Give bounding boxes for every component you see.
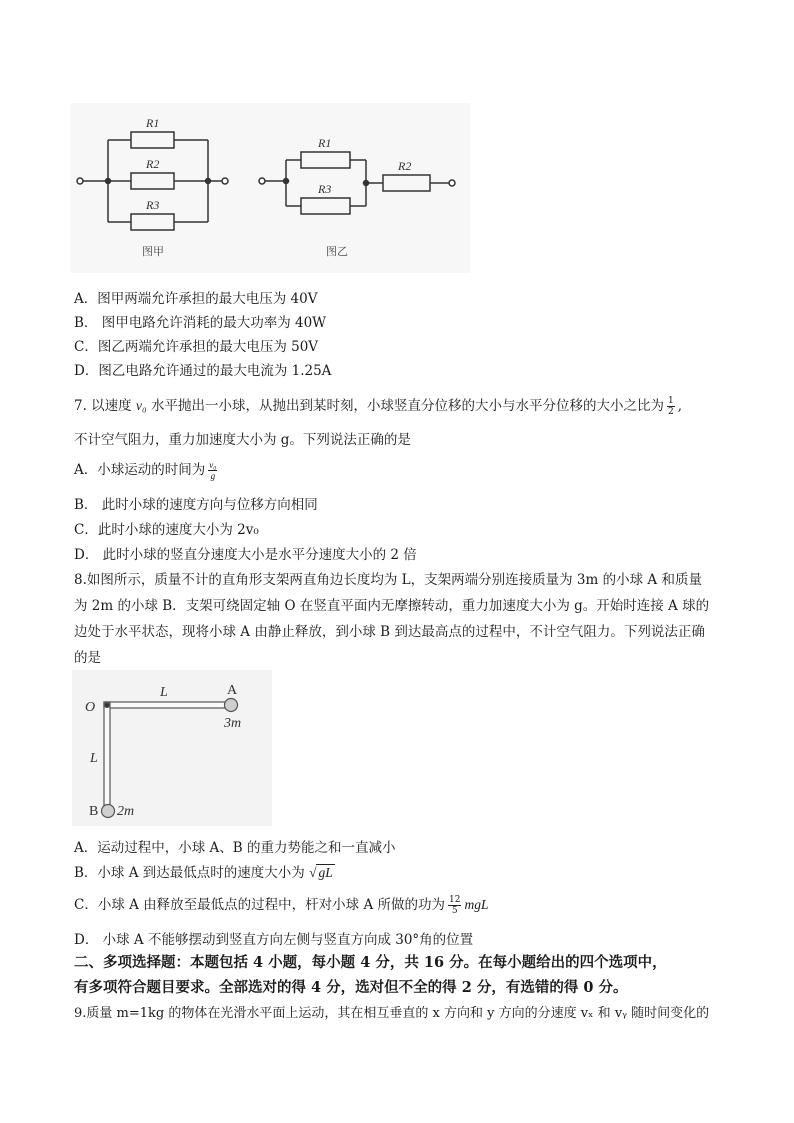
q7-stem-pre: 7. 以速度 <box>74 398 136 414</box>
bracket-diagram <box>72 670 272 826</box>
q8-stem-line3: 边处于水平状态，现将小球 A 由静止释放，到小球 B 到达最高点的过程中，不计空气阻力。下列说法正确 <box>74 624 705 640</box>
right-r2-label: R2 <box>398 159 412 173</box>
q7-ratio-fraction <box>667 396 675 417</box>
q7-ratio-den: 2 <box>667 407 674 417</box>
q8-option-b-text: B．小球 A 到达最低点时的速度大小为 <box>74 865 305 881</box>
q8-option-c-fraction <box>448 895 461 916</box>
left-r3-label: R3 <box>146 198 160 212</box>
circuit-diagram <box>70 103 470 273</box>
q8-stem-line2: 为 2m 的小球 B．支架可绕固定轴 O 在竖直平面内无摩擦转动，重力加速度大小为 g。开始时连接 A 球的 <box>74 598 710 614</box>
q9-stem-line1: 9.质量 m=1kg 的物体在光滑水平面上运动，其在相互垂直的 x 方向和 y 方向的分速度 vₓ 和 vᵧ 随时间变化的 <box>74 1006 710 1021</box>
q6-option-b: B． 图甲电路允许消耗的最大功率为 40W <box>74 315 327 331</box>
q7-option-b: B． 此时小球的速度方向与位移方向相同 <box>74 497 318 513</box>
q8-stem-line1: 8.如图所示，质量不计的直角形支架两直角边长度均为 L，支架两端分别连接质量为 3m 的小球 A 和质量 <box>74 572 702 588</box>
q7-stem-end: , <box>677 398 682 414</box>
q7-option-a-den: g <box>210 471 216 481</box>
mass-a-label: 3m <box>224 716 242 731</box>
q8-option-c-text: C．小球 A 由释放至最低点的过程中，杆对小球 A 所做的功为 <box>74 897 445 913</box>
length-l-left-label: L <box>90 751 98 766</box>
q8-figure <box>72 670 272 826</box>
q7-option-a <box>74 458 220 481</box>
section2-heading-line2: 有多项符合题目要求。全部选对的得 4 分，选对但不全的得 2 分，有选错的得 0 分。 <box>74 979 628 996</box>
q7-ratio-num: 1 <box>667 396 674 406</box>
q8-option-d: D． 小球 A 不能够摆动到竖直方向左侧与竖直方向成 30°角的位置 <box>74 932 474 948</box>
q7-v0: v₀ <box>135 398 147 413</box>
q6-option-d: D．图乙电路允许通过的最大电流为 1.25A <box>74 363 332 379</box>
right-r3-label: R3 <box>318 182 332 196</box>
q8-option-a: A．运动过程中，小球 A、B 的重力势能之和一直减小 <box>74 840 396 856</box>
figure-jia-label: 图甲 <box>142 245 164 258</box>
circuit-figure <box>70 103 470 273</box>
sqrt-symbol: √ gL <box>309 865 333 880</box>
left-r2-label: R2 <box>146 157 160 171</box>
q7-option-a-fraction <box>208 460 217 481</box>
q7-stem-post: 水平抛出一小球，从抛出到某时刻，小球竖直分位移的大小与水平分位移的大小之比为 <box>146 398 664 414</box>
pivot-o-label: O <box>85 700 96 715</box>
q7-stem-line2: 不计空气阻力，重力加速度大小为 g。下列说法正确的是 <box>74 432 411 448</box>
q7-stem-line1 <box>74 394 682 417</box>
ball-b-label: B <box>89 804 99 819</box>
q7-option-c: C．此时小球的速度大小为 2v₀ <box>74 522 259 538</box>
section2-heading-line1: 二、多项选择题：本题包括 4 小题，每小题 4 分，共 16 分。在每小题给出的四个选项中， <box>74 954 667 971</box>
q8-option-b <box>74 861 335 881</box>
q7-option-a-num: v₀ <box>209 460 217 470</box>
q8-option-c-num: 12 <box>449 895 461 905</box>
q7-option-a-text: A．小球运动的时间为 <box>74 462 206 478</box>
q8-option-c-mgl: mgL <box>464 897 489 912</box>
q8-option-b-radicand: gL <box>318 865 333 880</box>
q6-option-c: C．图乙两端允许承担的最大电压为 50V <box>74 339 319 355</box>
q8-option-c-den: 5 <box>451 906 458 916</box>
q7-option-d: D． 此时小球的竖直分速度大小是水平分速度大小的 2 倍 <box>74 547 417 563</box>
q8-stem-line4: 的是 <box>74 650 101 666</box>
left-r1-label: R1 <box>146 116 160 130</box>
q8-option-c <box>74 893 488 916</box>
length-l-top-label: L <box>160 685 168 700</box>
ball-a-label: A <box>227 683 238 698</box>
right-r1-label: R1 <box>318 136 332 150</box>
figure-yi-label: 图乙 <box>326 245 348 258</box>
mass-b-label: 2m <box>117 804 135 819</box>
q6-option-a: A．图甲两端允许承担的最大电压为 40V <box>74 291 318 307</box>
